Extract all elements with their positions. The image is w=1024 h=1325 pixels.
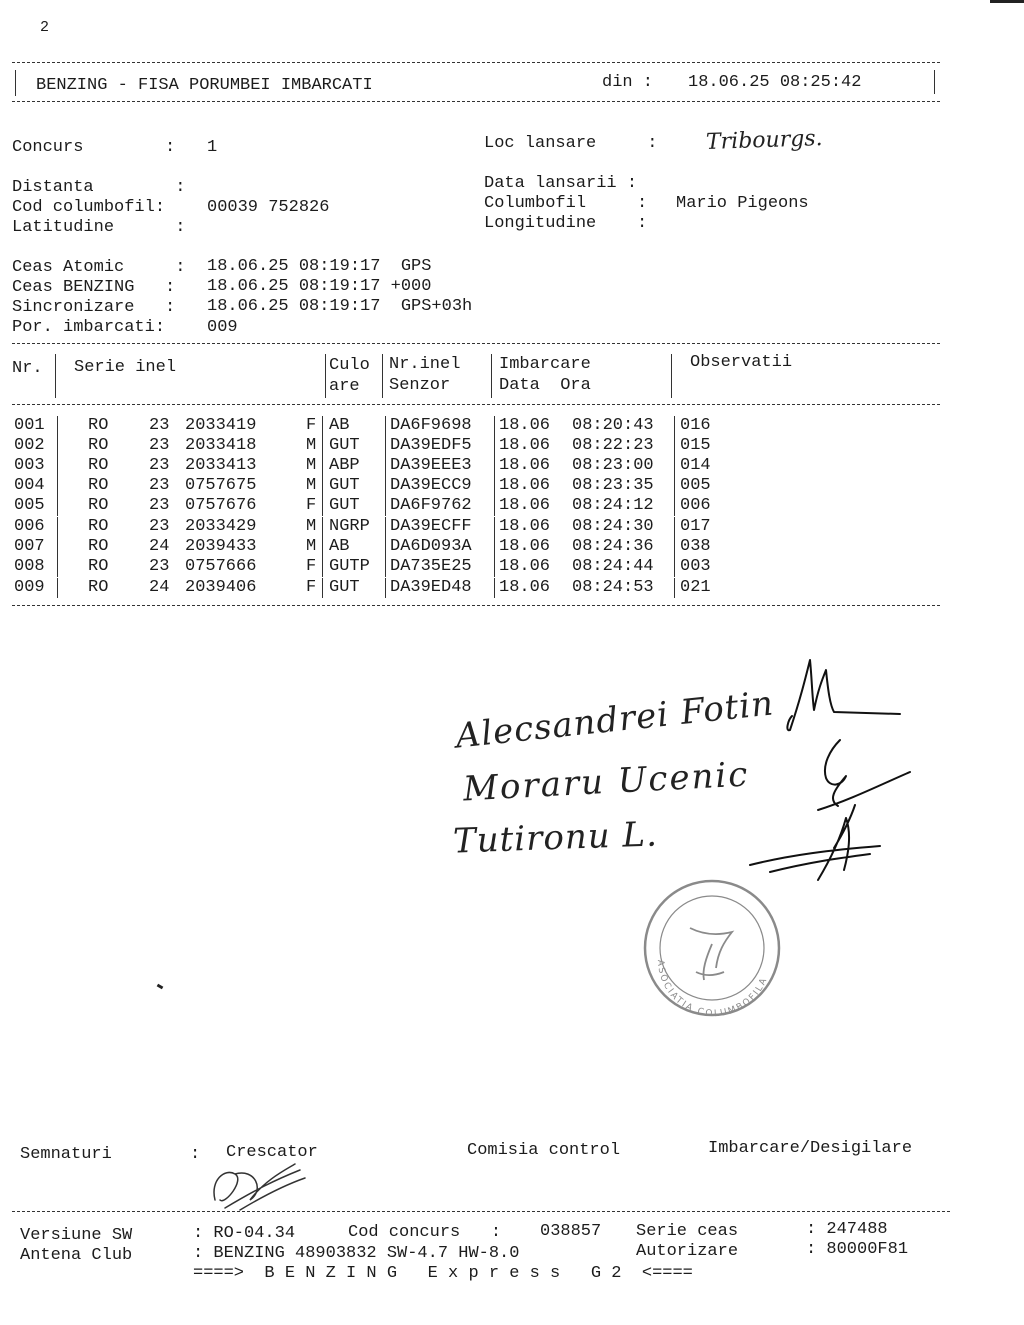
- cell-sensor: DA39EEE3: [390, 456, 472, 475]
- col-divider: [494, 578, 495, 598]
- cell-nr: 008: [14, 557, 45, 576]
- longitudine-label: Longitudine :: [484, 214, 648, 233]
- col-divider: [385, 476, 386, 496]
- cell-color: GUT: [329, 476, 360, 495]
- cell-sensor: DA6F9762: [390, 496, 472, 515]
- cell-date: 18.06: [499, 578, 551, 597]
- concurs-value: 1: [207, 138, 218, 157]
- columbofil-value: Mario Pigeons: [676, 194, 809, 213]
- antena-label: Antena Club: [20, 1246, 133, 1265]
- col-divider: [385, 496, 386, 516]
- col-divider: [494, 436, 495, 456]
- cell-date: 18.06: [499, 476, 551, 495]
- club-stamp: [632, 878, 792, 1018]
- cell-obs: 006: [680, 496, 711, 515]
- crescator-label: Crescator: [226, 1143, 318, 1162]
- col-divider: [674, 456, 675, 476]
- cell-obs: 017: [680, 517, 711, 536]
- col-divider: [494, 537, 495, 557]
- cell-date: 18.06: [499, 456, 551, 475]
- col-divider: [382, 354, 383, 398]
- cell-nr: 006: [14, 517, 45, 536]
- cell-time: 08:23:00: [572, 456, 654, 475]
- col-divider: [322, 416, 323, 436]
- col-divider: [494, 496, 495, 516]
- col-header-nr: Nr.: [12, 359, 43, 378]
- col-divider: [385, 416, 386, 436]
- autorizare-value: : 80000F81: [806, 1240, 909, 1259]
- pigeon-emblem: [690, 928, 732, 980]
- header-left-bar: [15, 70, 16, 96]
- commission-signatures: [730, 650, 930, 890]
- col-divider: [325, 354, 326, 398]
- col-header-culo: Culo: [329, 356, 370, 375]
- header-top-rule: [12, 62, 940, 63]
- col-divider: [674, 436, 675, 456]
- stamp-text: ASOCIATIA COLUMBOFILA: [654, 959, 770, 1018]
- ink-speck: [157, 984, 164, 990]
- signature-1: [787, 660, 900, 730]
- cell-year: 23: [149, 416, 170, 435]
- table-top-rule: [12, 343, 940, 344]
- cell-color: GUT: [329, 578, 360, 597]
- cell-nr: 009: [14, 578, 45, 597]
- columbofil-label: Columbofil :: [484, 194, 648, 213]
- col-divider: [322, 557, 323, 577]
- cell-time: 08:23:35: [572, 476, 654, 495]
- col-divider: [494, 416, 495, 436]
- cell-sensor: DA39ED48: [390, 578, 472, 597]
- col-divider: [322, 578, 323, 598]
- cell-obs: 038: [680, 537, 711, 556]
- table-row: [0, 436, 1024, 456]
- col-divider: [674, 557, 675, 577]
- col-divider: [491, 354, 492, 398]
- col-divider: [57, 578, 58, 598]
- cell-color: GUTP: [329, 557, 370, 576]
- loc-lansare-label: Loc lansare :: [484, 134, 658, 153]
- cell-ring: 2039406: [185, 578, 257, 597]
- cell-sex: F: [306, 496, 317, 515]
- serie-ceas-label: Serie ceas: [636, 1222, 739, 1241]
- col-divider: [322, 436, 323, 456]
- data-lansarii-label: Data lansarii :: [484, 174, 638, 193]
- cell-sex: F: [306, 416, 317, 435]
- handwritten-name-1: Alecsandrei Fotin: [453, 683, 776, 757]
- cell-country: RO: [88, 578, 109, 597]
- cell-obs: 016: [680, 416, 711, 435]
- cell-ring: 2033413: [185, 456, 257, 475]
- cell-date: 18.06: [499, 517, 551, 536]
- cell-color: AB: [329, 416, 350, 435]
- din-value: 18.06.25 08:25:42: [688, 73, 862, 92]
- col-divider: [57, 517, 58, 537]
- col-divider: [385, 456, 386, 476]
- cell-year: 23: [149, 476, 170, 495]
- cell-date: 18.06: [499, 416, 551, 435]
- cell-nr: 003: [14, 456, 45, 475]
- col-header-imbarcare: Imbarcare: [499, 355, 591, 374]
- col-divider: [494, 557, 495, 577]
- handwritten-name-2: Moraru Ucenic: [462, 754, 751, 810]
- loc-lansare-handwritten: Tribourgs.: [705, 125, 824, 156]
- cell-country: RO: [88, 456, 109, 475]
- cell-sex: M: [306, 456, 317, 475]
- table-row: [0, 456, 1024, 476]
- cell-date: 18.06: [499, 496, 551, 515]
- cod-concurs-value: 038857: [540, 1222, 602, 1241]
- cell-time: 08:24:36: [572, 537, 654, 556]
- table-row: [0, 476, 1024, 496]
- table-bottom-rule: [12, 605, 940, 606]
- cell-ring: 2033418: [185, 436, 257, 455]
- versiune-value: : RO-04.34: [193, 1224, 296, 1243]
- por-imbarcati-label: Por. imbarcati:: [12, 318, 166, 337]
- cell-sex: F: [306, 557, 317, 576]
- cell-date: 18.06: [499, 557, 551, 576]
- ceas-benzing-label: Ceas BENZING :: [12, 278, 176, 297]
- serie-ceas-value: : 247488: [806, 1220, 888, 1239]
- cell-time: 08:24:44: [572, 557, 654, 576]
- cell-sensor: DA6D093A: [390, 537, 472, 556]
- col-divider: [674, 496, 675, 516]
- cell-obs: 014: [680, 456, 711, 475]
- table-row: [0, 578, 1024, 598]
- table-row: [0, 517, 1024, 537]
- cell-date: 18.06: [499, 537, 551, 556]
- col-divider: [674, 537, 675, 557]
- col-divider: [322, 496, 323, 516]
- col-divider: [57, 436, 58, 456]
- cell-year: 23: [149, 436, 170, 455]
- col-divider: [55, 354, 56, 398]
- cod-concurs-label: Cod concurs :: [348, 1223, 502, 1242]
- col-divider: [674, 517, 675, 537]
- cell-color: AB: [329, 537, 350, 556]
- cell-year: 24: [149, 578, 170, 597]
- din-label: din :: [602, 73, 654, 92]
- cell-time: 08:24:30: [572, 517, 654, 536]
- cell-time: 08:24:53: [572, 578, 654, 597]
- autorizare-label: Autorizare: [636, 1242, 739, 1261]
- table-row: [0, 557, 1024, 577]
- cell-country: RO: [88, 416, 109, 435]
- col-divider: [494, 476, 495, 496]
- col-divider: [322, 537, 323, 557]
- cell-nr: 004: [14, 476, 45, 495]
- cell-obs: 003: [680, 557, 711, 576]
- cell-sex: M: [306, 476, 317, 495]
- cell-country: RO: [88, 496, 109, 515]
- cell-color: GUT: [329, 496, 360, 515]
- semnaturi-label: Semnaturi: [20, 1145, 112, 1164]
- col-divider: [57, 496, 58, 516]
- col-divider: [385, 436, 386, 456]
- stamp-inner-ring: [660, 896, 764, 1000]
- por-imbarcati-value: 009: [207, 318, 238, 337]
- cell-sensor: DA6F9698: [390, 416, 472, 435]
- cell-ring: 0757675: [185, 476, 257, 495]
- distanta-label: Distanta :: [12, 178, 186, 197]
- col-divider: [674, 416, 675, 436]
- table-header-rule: [12, 404, 940, 405]
- cell-time: 08:20:43: [572, 416, 654, 435]
- col-divider: [322, 476, 323, 496]
- header-bottom-rule: [12, 101, 940, 102]
- semnaturi-colon: :: [190, 1145, 201, 1164]
- col-divider: [57, 476, 58, 496]
- latitudine-label: Latitudine :: [12, 218, 186, 237]
- col-divider: [57, 456, 58, 476]
- doc-title: BENZING - FISA PORUMBEI IMBARCATI: [36, 76, 373, 95]
- cell-obs: 005: [680, 476, 711, 495]
- cell-obs: 021: [680, 578, 711, 597]
- col-divider: [674, 476, 675, 496]
- col-divider: [494, 456, 495, 476]
- col-divider: [322, 517, 323, 537]
- ceas-atomic-label: Ceas Atomic :: [12, 258, 186, 277]
- cell-sensor: DA735E25: [390, 557, 472, 576]
- antena-value: : BENZING 48903832 SW-4.7 HW-8.0: [193, 1244, 520, 1263]
- col-divider: [674, 578, 675, 598]
- col-header-serie: Serie inel: [74, 358, 177, 377]
- col-divider: [322, 456, 323, 476]
- imbarcare-desigilare-label: Imbarcare/Desigilare: [708, 1139, 913, 1158]
- concurs-label: Concurs :: [12, 138, 176, 157]
- footer-rule: [12, 1211, 950, 1212]
- col-divider: [57, 537, 58, 557]
- benzing-banner: ====> B E N Z I N G E x p r e s s G 2 <====: [193, 1264, 693, 1283]
- cell-ring: 2033419: [185, 416, 257, 435]
- cell-color: GUT: [329, 436, 360, 455]
- cell-sensor: DA39EDF5: [390, 436, 472, 455]
- col-divider: [385, 537, 386, 557]
- col-divider: [671, 354, 672, 398]
- cell-sex: M: [306, 537, 317, 556]
- cell-time: 08:22:23: [572, 436, 654, 455]
- sincronizare-value: 18.06.25 08:19:17 GPS+03h: [207, 297, 473, 316]
- cell-nr: 005: [14, 496, 45, 515]
- cell-country: RO: [88, 476, 109, 495]
- cell-ring: 0757666: [185, 557, 257, 576]
- corner-mark: 2: [40, 19, 50, 36]
- cell-sex: M: [306, 436, 317, 455]
- cell-color: ABP: [329, 456, 360, 475]
- scan-edge-mark: [990, 0, 1024, 3]
- cell-year: 23: [149, 557, 170, 576]
- col-header-observatii: Observatii: [690, 353, 793, 372]
- table-row: [0, 496, 1024, 516]
- col-header-nrinel: Nr.inel: [389, 355, 461, 374]
- cod-columbofil-label: Cod columbofil:: [12, 198, 166, 217]
- sincronizare-label: Sincronizare :: [12, 298, 176, 317]
- cell-time: 08:24:12: [572, 496, 654, 515]
- cell-sensor: DA39ECFF: [390, 517, 472, 536]
- ceas-benzing-value: 18.06.25 08:19:17 +000: [207, 277, 432, 296]
- cell-nr: 001: [14, 416, 45, 435]
- cell-ring: 2033429: [185, 517, 257, 536]
- cell-ring: 2039433: [185, 537, 257, 556]
- cell-country: RO: [88, 517, 109, 536]
- cell-ring: 0757676: [185, 496, 257, 515]
- cell-year: 24: [149, 537, 170, 556]
- cell-nr: 002: [14, 436, 45, 455]
- table-row: [0, 537, 1024, 557]
- ceas-atomic-value: 18.06.25 08:19:17 GPS: [207, 257, 432, 276]
- header-right-bar: [934, 70, 935, 94]
- cell-nr: 007: [14, 537, 45, 556]
- cell-obs: 015: [680, 436, 711, 455]
- cell-sex: M: [306, 517, 317, 536]
- cell-date: 18.06: [499, 436, 551, 455]
- col-header-data-ora: Data Ora: [499, 376, 591, 395]
- comisia-label: Comisia control: [467, 1141, 621, 1160]
- versiune-label: Versiune SW: [20, 1226, 133, 1245]
- col-header-senzor: Senzor: [389, 376, 451, 395]
- cell-country: RO: [88, 537, 109, 556]
- col-divider: [385, 517, 386, 537]
- cell-year: 23: [149, 496, 170, 515]
- col-divider: [494, 517, 495, 537]
- cell-country: RO: [88, 436, 109, 455]
- signature-3: [750, 805, 880, 880]
- handwritten-name-3: Tutironu L.: [452, 814, 659, 862]
- col-header-are: are: [329, 377, 360, 396]
- cell-country: RO: [88, 557, 109, 576]
- cod-columbofil-value: 00039 752826: [207, 198, 330, 217]
- col-divider: [385, 578, 386, 598]
- cell-year: 23: [149, 517, 170, 536]
- cell-sensor: DA39ECC9: [390, 476, 472, 495]
- cell-year: 23: [149, 456, 170, 475]
- table-row: [0, 416, 1024, 436]
- col-divider: [57, 557, 58, 577]
- cell-color: NGRP: [329, 517, 370, 536]
- cell-sex: F: [306, 578, 317, 597]
- signature-2: [818, 740, 910, 810]
- col-divider: [57, 416, 58, 436]
- col-divider: [385, 557, 386, 577]
